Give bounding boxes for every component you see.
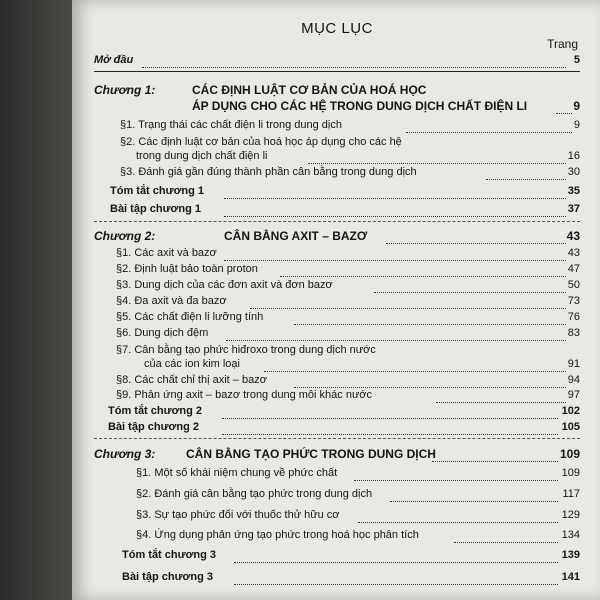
chapter-3-title: CÂN BẰNG TẠO PHỨC TRONG DUNG DỊCH	[186, 447, 436, 461]
chapter-3-heading	[94, 448, 580, 461]
chapter-1-title-line1: CÁC ĐỊNH LUẬT CƠ BẢN CỦA HOÁ HỌC	[192, 83, 427, 97]
chapter-2-title: CÂN BẰNG AXIT – BAZƠ	[224, 229, 368, 243]
chapter-1-title-line2: ÁP DỤNG CHO CÁC HỆ TRONG DUNG DỊCH CHẤT ĐIỆN LI	[192, 99, 528, 113]
page-title: MỤC LỤC	[301, 20, 373, 37]
chapter-3-page: 109	[559, 447, 580, 461]
chapter-2-number: Chương 2:	[94, 229, 156, 243]
divider	[94, 438, 580, 439]
book-binding-shadow	[0, 0, 72, 600]
page-column-label: Trang	[547, 37, 578, 51]
toc-intro	[94, 54, 580, 67]
divider	[94, 71, 580, 72]
divider	[94, 221, 580, 222]
chapter-1-number: Chương 1:	[94, 83, 156, 97]
toc-intro-page: 5	[573, 54, 580, 66]
chapter-2-page: 43	[566, 229, 580, 243]
table-of-contents: MỤC LỤC Trang Mở đầu 5 Chương 1: CÁC ĐỊNH LUẬT CƠ BẢN CỦA HOÁ HỌC ÁP DỤNG CHO CÁC HỆ TRONG DUNG DỊCH CHẤT ĐIỆN LI 9 §1. Trạng thái các chất điện li trong dung dịch 9 §2. Các định luật cơ bản của hoá học áp dụng cho các hệ trong dung dịch chất điện li 16 §3. Đánh giá gần đúng thành phần cân bằng trong dung dịch 30 Tóm tắt chương 1 35 Bài tập chương 1 37 Chương 2: CÂN BẰNG AXIT – BAZƠ 43 §1. Các axit và bazơ 43 §2. Định luật bảo toàn proton 47 §3. Dung dịch của các đơn axit và đơn bazơ 50 §4. Đa axit và đa bazơ 73 §5. Các chất điện li lưỡng tính 76 §6. Dung dịch đệm 83 §7. Cân bằng tạo phức hiđroxo trong dung dịch nước của các ion kim loại 91 §8. Các chất chỉ thị axit – bazơ 94 §9. Phản ứng axit – bazơ trong dung môi khác nước 97 Tóm tắt chương 2 102 Bài tập chương 2 105 Chương 3: CÂN BẰNG TẠO PHỨC TRONG DUNG DỊCH 109 §1. Một số khái niệm chung về phức chất 109 §2. Đánh giá cân bằng tạo phức trong dung dịch 117 §3. Sự tạo phức đối với thuốc thử hữu cơ 129 §4. Ứng dụng phản ứng tạo phức trong hoá học phân tích 134 Tóm tắt chương 3 139 Bài tập chương 3 141	[94, 20, 580, 583]
toc-intro-label: Mở đầu	[94, 54, 134, 66]
chapter-1-page: 9	[573, 99, 580, 113]
book-page	[72, 0, 600, 600]
chapter-3-number: Chương 3:	[94, 447, 156, 461]
chapter-2-heading	[94, 230, 580, 243]
chapter-1-heading	[94, 84, 580, 97]
